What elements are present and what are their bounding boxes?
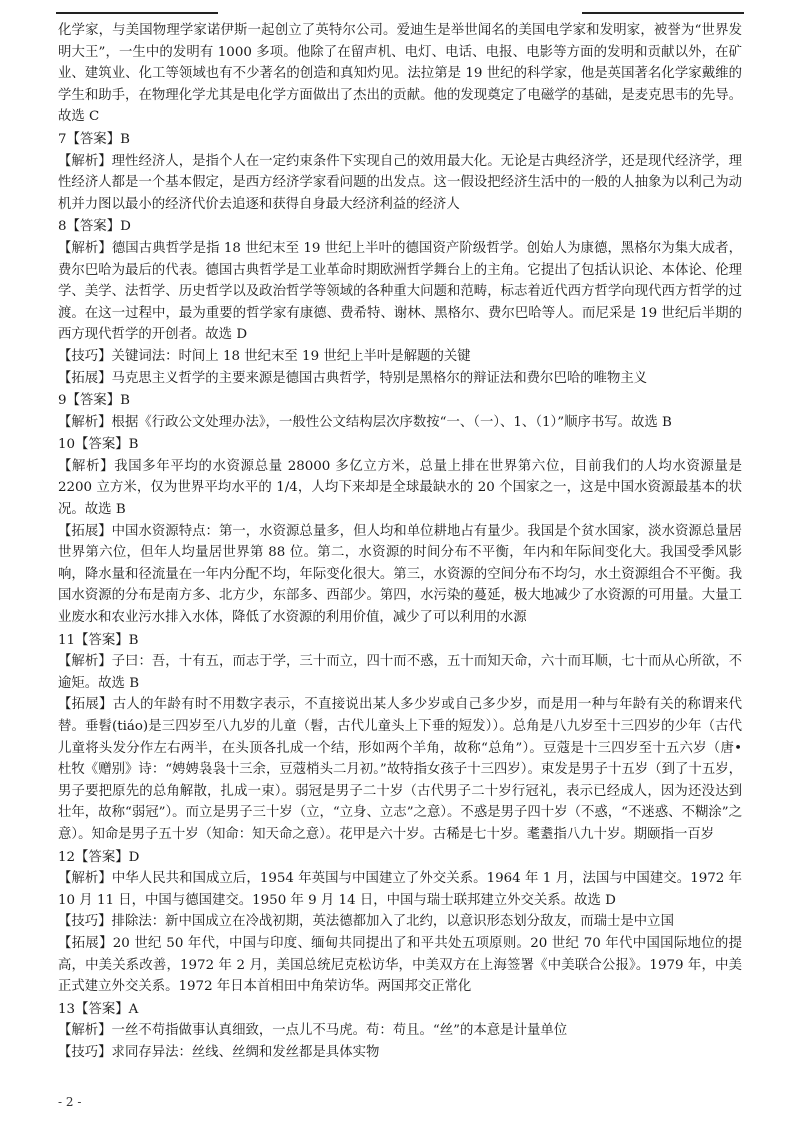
answer-11: 11【答案】B <box>58 632 139 648</box>
page-number: - 2 - <box>58 1095 82 1109</box>
answer-10: 10【答案】B <box>58 437 139 453</box>
analysis-8: 【解析】德国古典哲学是指 18 世纪末至 19 世纪上半叶的德国资产阶级哲学。创始人为康德，黑格尔为集大成者，费尔巴哈为最后的代表。德国古典哲学是工业革命时期欧洲哲学舞台上的主角。它提出了包括认识论、本体论、伦理学、美学、法哲学、历史哲学以及政治哲学等领域的各种重大问题和范畴，标志着近代西方哲学向现代西方哲学的过渡。在这一过程中，最为重要的哲学家有康德、费希特、谢林、黑格尔、费尔巴哈等人。而尼采是 19 世纪后半期的西方现代哲学的开创者。故选 D <box>58 240 742 343</box>
analysis-10: 【解析】我国多年平均的水资源总量 28000 多亿立方米，总量上排在世界第六位，目前我们的人均水资源量是 2200 立方米，仅为世界平均水平的 1/4，人均下来却是全球最缺水的 20 个国家之一，这是中国水资源最基本的状况。故选 B <box>58 458 742 518</box>
page-content <box>58 20 742 1064</box>
extension-8: 【拓展】马克思主义哲学的主要来源是德国古典哲学，特别是黑格尔的辩证法和费尔巴哈的唯物主义 <box>58 370 648 386</box>
tip-13: 【技巧】求同存异法：丝线、丝绸和发丝都是具体实物 <box>58 1044 380 1060</box>
analysis-9: 【解析】根据《行政公文处理办法》，一般性公文结构层次序数按“一、（一）、1、（1）”顺序书写。故选 B <box>58 414 672 430</box>
answer-8: 8【答案】D <box>58 219 131 235</box>
tip-12: 【技巧】排除法：新中国成立在冷战初期，英法德都加入了北约，以意识形态划分敌友，而瑞士是中立国 <box>58 914 674 930</box>
analysis-11: 【解析】子曰：吾，十有五，而志于学，三十而立，四十而不惑，五十而知天命，六十而耳顺，七十而从心所欲，不逾矩。故选 B <box>58 654 742 691</box>
header-rule-left <box>56 12 218 14</box>
paragraph-continuation: 化学家，与美国物理学家诺伊斯一起创立了英特尔公司。爱迪生是举世闻名的美国电学家和发明家，被誉为“世界发明大王”，一生中的发明有 1000 多项。他除了在留声机、电灯、电话、电报、电影等方面的发明和贡献以外，在矿业、建筑业、化工等领域也有不少著名的创造和真知灼见。法拉第是 19 世纪的科学家，他是英国著名化学家戴维的学生和助手，在物理化学尤其是电化学方面做出了杰出的贡献。他的发现奠定了电磁学的基础，是麦克思韦的先导。故选 C <box>58 23 742 125</box>
extension-11: 【拓展】古人的年龄有时不用数字表示，不直接说出某人多少岁或自己多少岁，而是用一种与年龄有关的称谓来代替。垂髫(tiáo)是三四岁至八九岁的儿童（髫，古代儿童头上下垂的短发））。总角是八九岁至十三四岁的少年（古代儿童将头发分作左右两半，在头顶各扎成一个结，形如两个羊角，故称“总角”）。豆蔻是十三四岁至十五六岁（唐•杜牧《赠别》诗：“娉娉袅袅十三余，豆蔻梢头二月初。”故特指女孩子十三四岁）。束发是男子十五岁（到了十五岁，男子要把原先的总角解散，扎成一束）。弱冠是男子二十岁（古代男子二十岁行冠礼，表示已经成人，因为还没达到壮年，故称“弱冠”）。而立是男子三十岁（立，“立身、立志”之意）。不惑是男子四十岁（不惑，“不迷惑、不糊涂”之意）。知命是男子五十岁（知命：知天命之意）。花甲是六十岁。古稀是七十岁。耄耋指八九十岁。期颐指一百岁 <box>58 697 742 842</box>
analysis-12: 【解析】中华人民共和国成立后，1954 年英国与中国建立了外交关系。1964 年 1 月，法国与中国建交。1972 年 10 月 11 日，中国与德国建交。1950 年 9 月 14 日，中国与瑞士联邦建立外交关系。故选 D <box>58 871 742 908</box>
analysis-13: 【解析】一丝不苟指做事认真细致，一点儿不马虎。苟：苟且。“丝”的本意是计量单位 <box>58 1023 568 1039</box>
header-rule-right <box>582 12 744 14</box>
answer-9: 9【答案】B <box>58 393 130 409</box>
tip-8: 【技巧】关键词法：时间上 18 世纪末至 19 世纪上半叶是解题的关键 <box>58 348 471 364</box>
answer-7: 7【答案】B <box>58 131 130 147</box>
answer-13: 13【答案】A <box>58 1001 139 1017</box>
analysis-7: 【解析】理性经济人，是指个人在一定约束条件下实现自己的效用最大化。无论是古典经济学，还是现代经济学，理性经济人都是一个基本假定，是西方经济学家看问题的出发点。这一假设把经济生活中的一般的人抽象为以利己为动机并力图以最小的经济代价去追逐和获得自身最大经济利益的经济人 <box>58 153 742 212</box>
answer-12: 12【答案】D <box>58 849 140 865</box>
extension-12: 【拓展】20 世纪 50 年代，中国与印度、缅甸共同提出了和平共处五项原则。20 世纪 70 年代中国国际地位的提高，中美关系改善，1972 年 2 月，美国总统尼克松访华，中美双方在上海签署《中美联合公报》。1979 年，中美正式建立外交关系。1972 年日本首相田中角荣访华。两国邦交正常化 <box>58 935 742 995</box>
extension-10: 【拓展】中国水资源特点：第一，水资源总量多，但人均和单位耕地占有量少。我国是个贫水国家，淡水资源总量居世界第六位，但年人均量居世界第 88 位。第二，水资源的时间分布不平衡，年内和年际间变化大。我国受季风影响，降水量和径流量在一年内分配不均，年际变化很大。第三，水资源的空间分布不均匀，水土资源组合不平衡。我国水资源的分布是南方多、北方少，东部多、西部少。第四，水污染的蔓延，极大地减少了水资源的可用量。大量工业废水和农业污水排入水体，降低了水资源的利用价值，减少了可以利用的水源 <box>58 523 742 626</box>
